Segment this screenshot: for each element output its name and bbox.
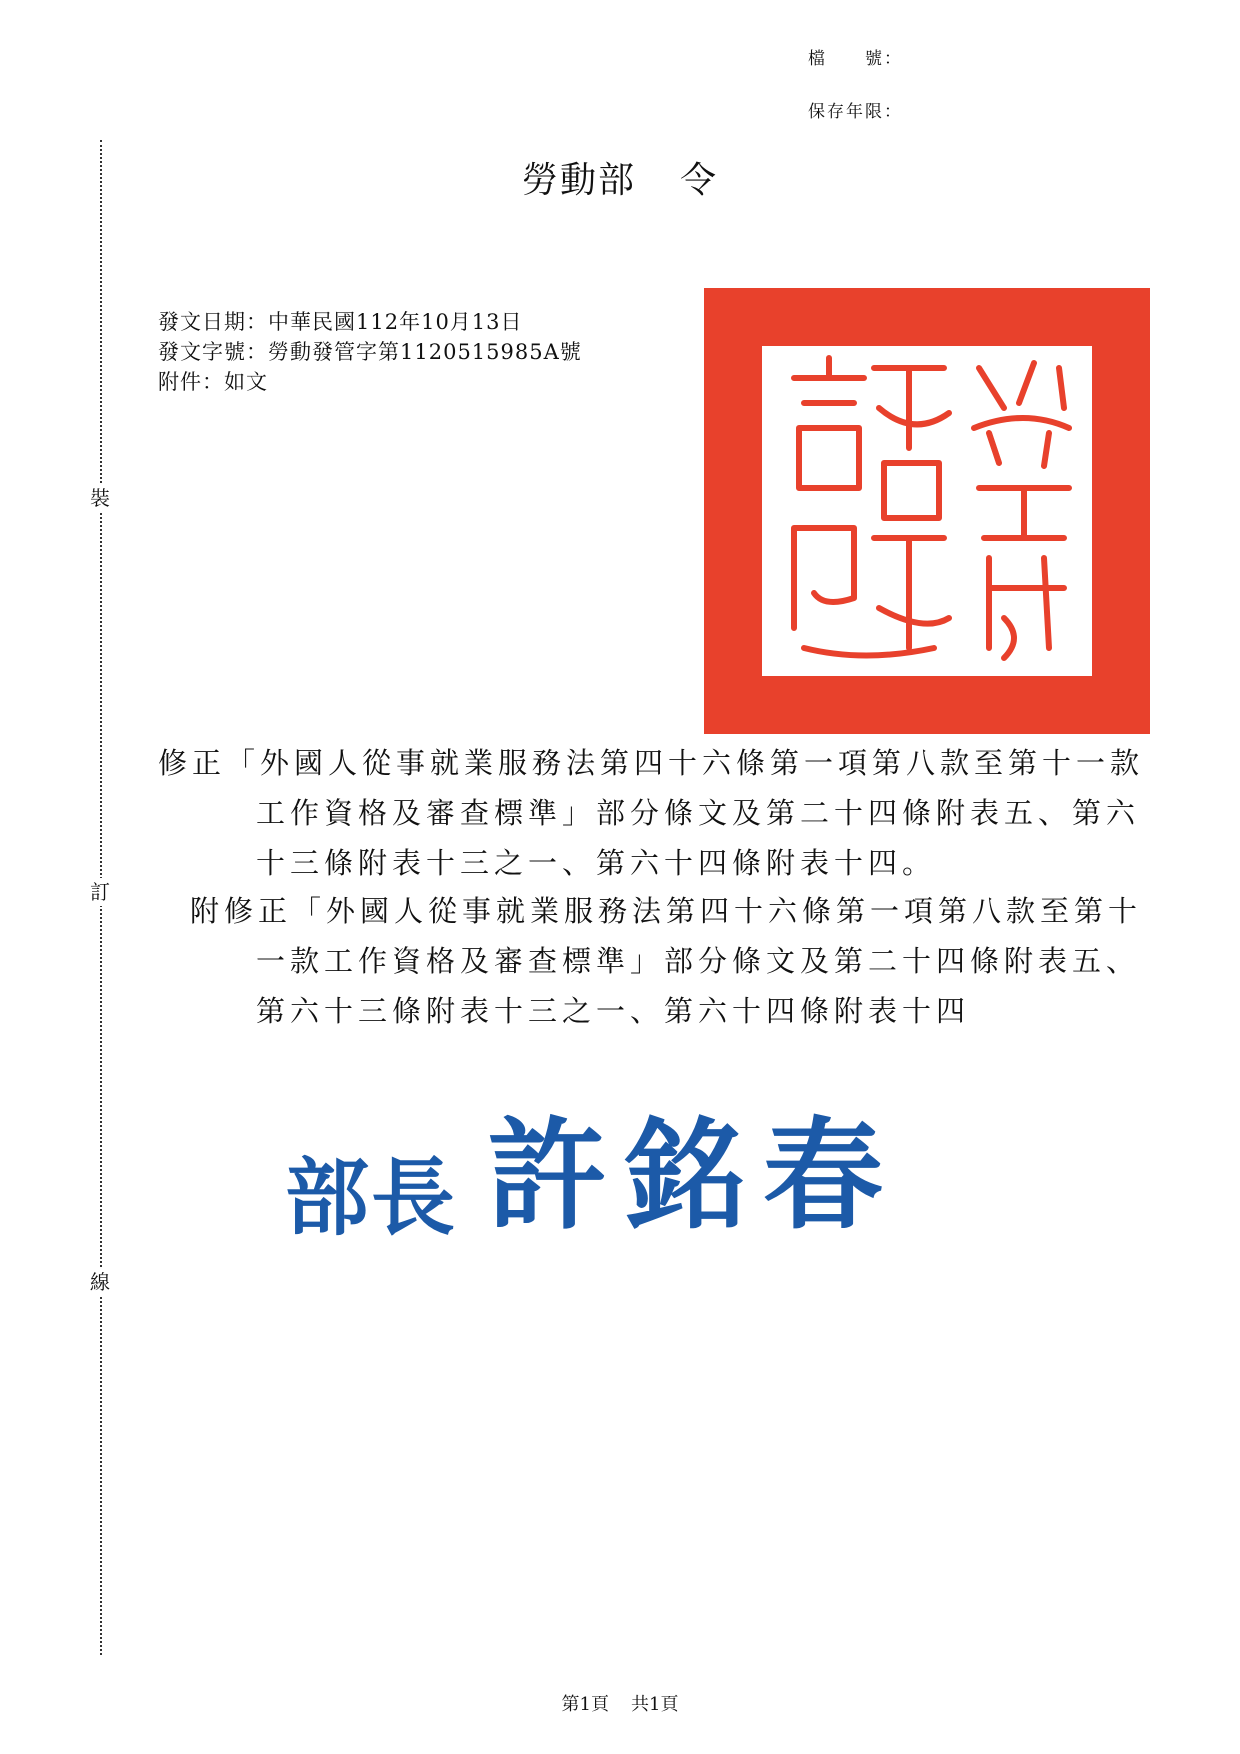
attachment-text-line-3: 第六十三條附表十三之一、第六十四條附表十四 <box>256 994 971 1028</box>
binding-char-xian: 線 <box>86 1268 114 1296</box>
binding-char-zhuang: 裝 <box>86 484 114 512</box>
order-text-line-3: 十三條附表十三之一、第六十四條附表十四。 <box>256 846 937 880</box>
attachment-text-line-1: 附修正「外國人從事就業服務法第四十六條第一項第八款至第十 <box>190 894 1143 928</box>
issuing-agency: 勞動部 <box>521 160 636 201</box>
attachment: 附件：如文 <box>158 370 268 394</box>
binding-char-ding: 訂 <box>86 878 114 906</box>
document-number: 發文字號：勞動發管字第1120515985A號 <box>158 340 582 364</box>
order-text-line-2: 工作資格及審查標準」部分條文及第二十四條附表五、第六 <box>256 796 1141 830</box>
minister-signature-stamp <box>285 1080 901 1252</box>
official-seal <box>704 288 1150 734</box>
signer-title: 部長 <box>285 1149 458 1247</box>
retention-period-label: 保存年限： <box>808 102 903 122</box>
total-pages: 共1頁 <box>631 1694 679 1715</box>
file-number-label: 檔 號： <box>808 49 903 69</box>
page-footer <box>0 1690 1240 1716</box>
order-text-line-1: 修正「外國人從事就業服務法第四十六條第一項第八款至第十一款 <box>158 746 1145 780</box>
document-title <box>0 152 1240 203</box>
attachment-text-line-2: 一款工作資格及審查標準」部分條文及第二十四條附表五、 <box>256 944 1141 978</box>
page-number: 第1頁 <box>561 1694 609 1715</box>
document-meta <box>158 307 582 397</box>
document-type: 令 <box>680 160 719 201</box>
archive-fields <box>808 44 903 150</box>
signer-name: 許銘春 <box>487 1107 902 1246</box>
issue-date: 發文日期：中華民國112年10月13日 <box>158 310 523 334</box>
